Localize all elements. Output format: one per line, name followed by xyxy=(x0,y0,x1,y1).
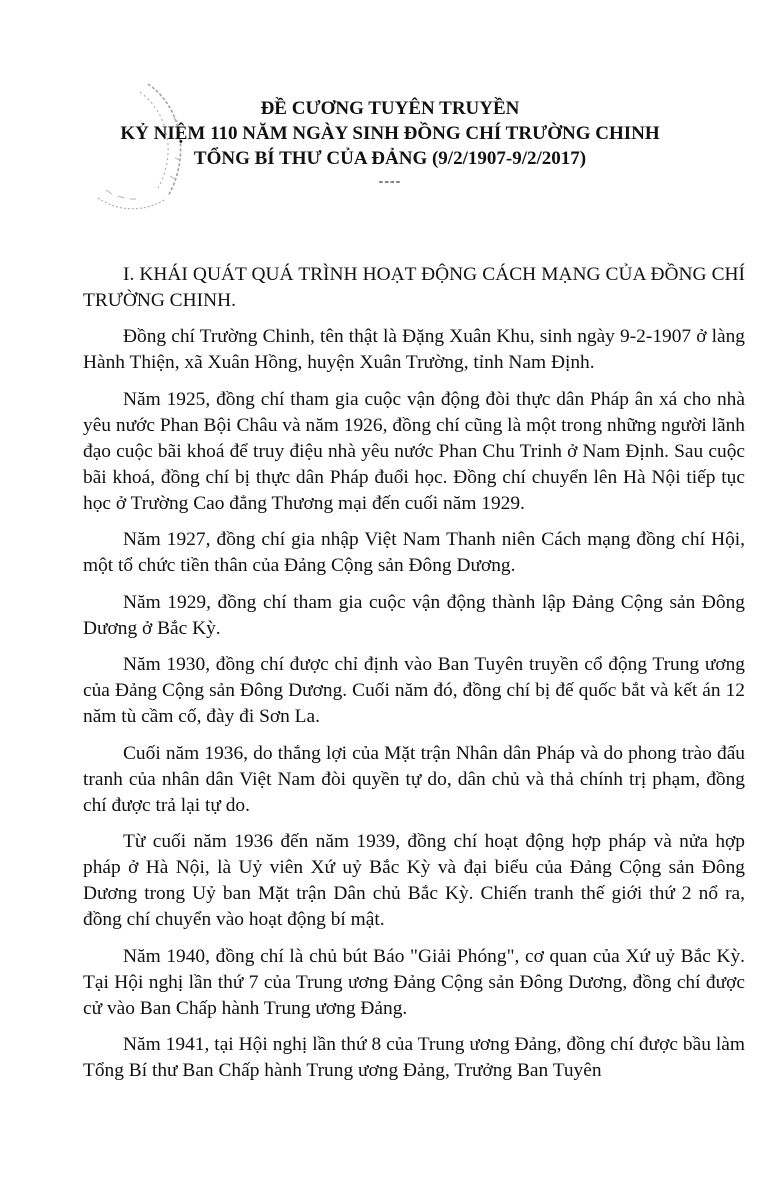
paragraph: Năm 1925, đồng chí tham gia cuộc vận động đòi thực dân Pháp ân xá cho nhà yêu nước Phan Bội Châu và năm 1926, đồng chí cũng là một trong những người lãnh đạo cuộc bãi khoá để truy điệu nhà yêu nước Phan Chu Trinh ở Nam Định. Sau cuộc bãi khoá, đồng chí bị thực dân Pháp đuổi học. Đồng chí chuyển lên Hà Nội tiếp tục học ở Trường Cao đẳng Thương mại đến cuối năm 1929. xyxy=(83,388,745,514)
paragraph: Năm 1930, đồng chí được chỉ định vào Ban Tuyên truyền cổ động Trung ương của Đảng Cộng sản Đông Dương. Cuối năm đó, đồng chí bị đế quốc bắt và kết án 12 năm tù cầm cố, đày đi Sơn La. xyxy=(83,654,745,727)
header-subtitle: KỶ NIỆM 110 NĂM NGÀY SINH ĐỒNG CHÍ TRƯỜNG CHINH xyxy=(120,123,660,144)
section-heading: I. KHÁI QUÁT QUÁ TRÌNH HOẠT ĐỘNG CÁCH MẠNG CỦA ĐỒNG CHÍ TRƯỜNG CHINH. xyxy=(83,264,745,311)
header-separator: ---- xyxy=(378,174,402,189)
document-body xyxy=(83,262,745,1095)
paragraph: Năm 1929, đồng chí tham gia cuộc vận động thành lập Đảng Cộng sản Đông Dương ở Bắc Kỳ. xyxy=(83,591,745,639)
header-subtitle-2: TỔNG BÍ THƯ CỦA ĐẢNG (9/2/1907-9/2/2017) xyxy=(193,148,587,169)
paragraph: Năm 1941, tại Hội nghị lần thứ 8 của Trung ương Đảng, đồng chí được bầu làm Tổng Bí thư Ban Chấp hành Trung ương Đảng, Trưởng Ban Tuyên xyxy=(83,1034,745,1081)
paragraph: Đồng chí Trường Chinh, tên thật là Đặng Xuân Khu, sinh ngày 9-2-1907 ở làng Hành Thiện, xã Xuân Hồng, huyện Xuân Trường, tỉnh Nam Định. xyxy=(83,326,745,373)
paragraph: Năm 1940, đồng chí là chủ bút Báo "Giải Phóng", cơ quan của Xứ uỷ Bắc Kỳ. Tại Hội nghị lần thứ 7 của Trung ương Đảng Cộng sản Đông Dương, đồng chí được cử vào Ban Chấp hành Trung ương Đảng. xyxy=(83,945,745,1019)
header-title: ĐỀ CƯƠNG TUYÊN TRUYỀN xyxy=(260,98,520,119)
paragraph: Năm 1927, đồng chí gia nhập Việt Nam Thanh niên Cách mạng đồng chí Hội, một tổ chức tiền thân của Đảng Cộng sản Đông Dương. xyxy=(83,529,745,576)
paragraph: Cuối năm 1936, do thắng lợi của Mặt trận Nhân dân Pháp và do phong trào đấu tranh của nhân dân Việt Nam đòi quyền tự do, dân chủ và thả chính trị phạm, đồng chí được trả lại tự do. xyxy=(83,742,745,816)
document-header xyxy=(60,96,720,189)
paragraph: Từ cuối năm 1936 đến năm 1939, đồng chí hoạt động hợp pháp và nửa hợp pháp ở Hà Nội, là Uỷ viên Xứ uỷ Bắc Kỳ và đại biểu của Đảng Cộng sản Đông Dương trong Uỷ ban Mặt trận Dân chủ Bắc Kỳ. Chiến tranh thế giới thứ 2 nổ ra, đồng chí chuyển vào hoạt động bí mật. xyxy=(83,831,745,930)
